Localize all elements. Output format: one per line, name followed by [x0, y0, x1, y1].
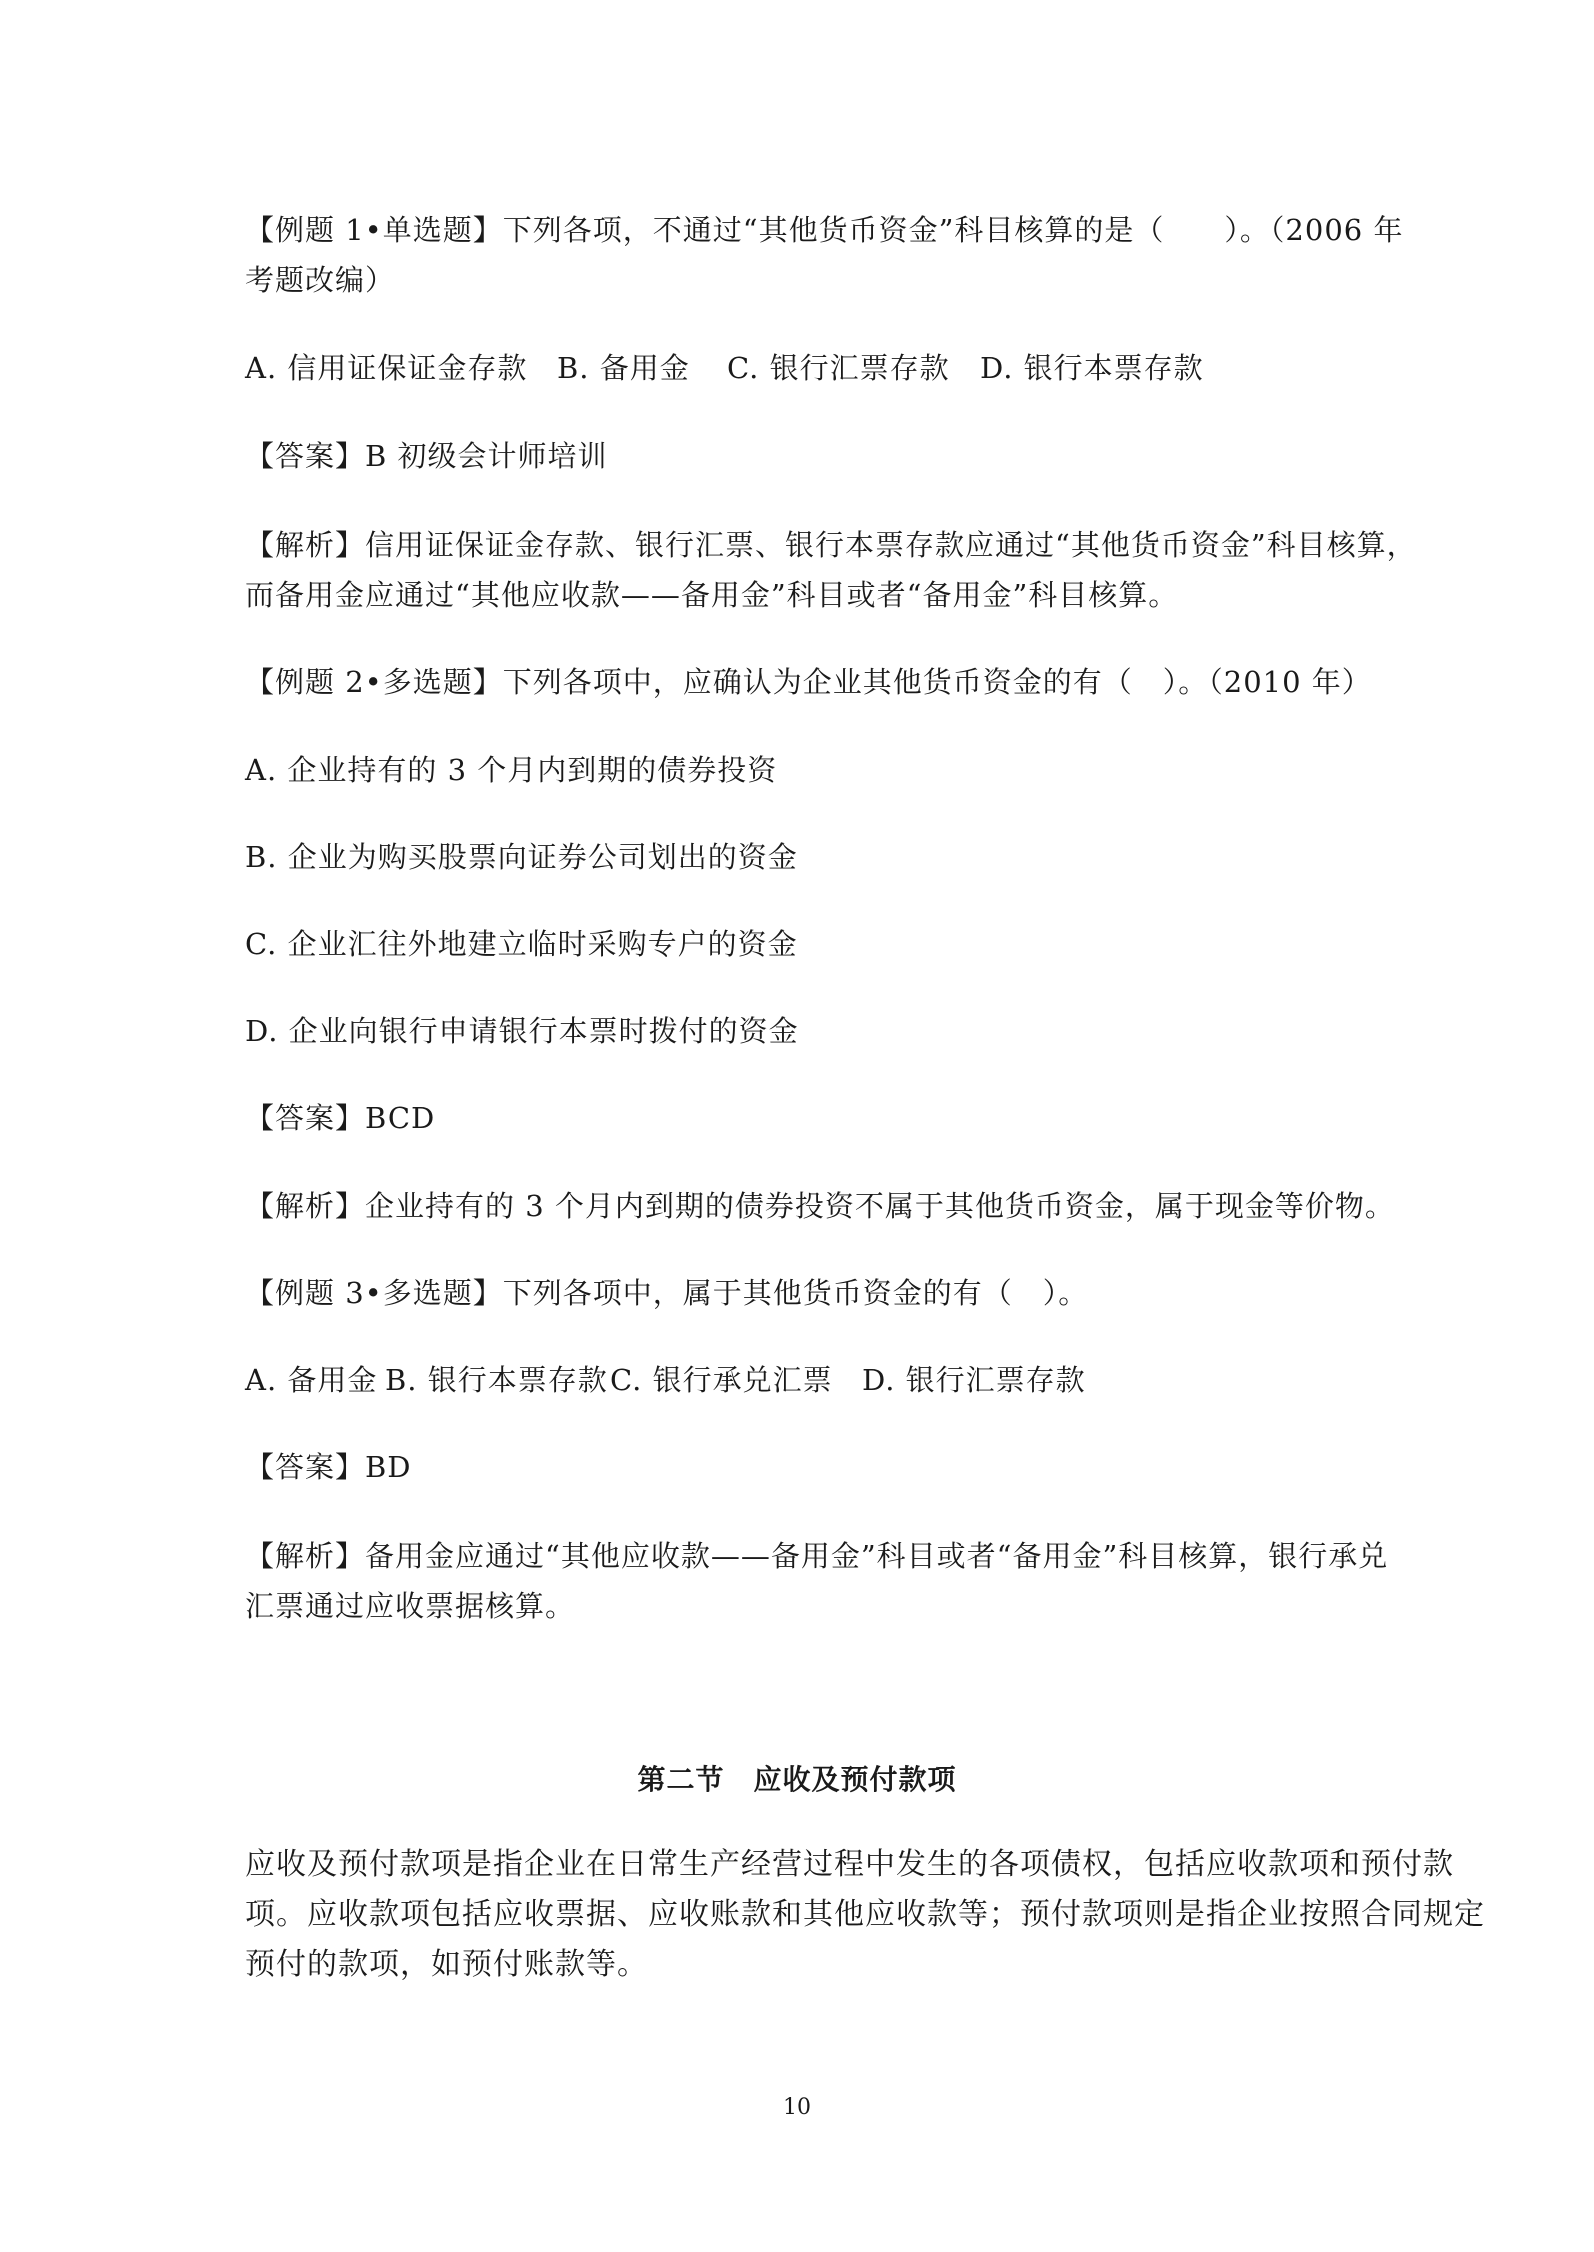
q3-stem: 【例题 3•多选题】下列各项中，属于其他货币资金的有（ ）。 — [245, 1276, 1089, 1310]
q1-option-d: D. 银行本票存款 — [980, 351, 1204, 385]
q2-option-d: D. 企业向银行申请银行本票时拨付的资金 — [245, 1014, 799, 1048]
q1-option-b: B. 备用金 — [557, 351, 690, 385]
q3-analysis-line-1: 【解析】备用金应通过“其他应收款——备用金”科目或者“备用金”科目核算，银行承兑 — [245, 1539, 1389, 1573]
q2-analysis: 【解析】企业持有的 3 个月内到期的债券投资不属于其他货币资金，属于现金等价物。 — [245, 1189, 1395, 1223]
q1-option-c: C. 银行汇票存款 — [727, 351, 950, 385]
q2-stem: 【例题 2•多选题】下列各项中，应确认为企业其他货币资金的有（ ）。（2010 年） — [245, 665, 1372, 699]
section-title: 第二节 应收及预付款项 — [637, 1763, 957, 1796]
q1-analysis-line-1: 【解析】信用证保证金存款、银行汇票、银行本票存款应通过“其他货币资金”科目核算， — [245, 528, 1417, 562]
q3-option-c: C. 银行承兑汇票 — [610, 1363, 833, 1397]
q1-stem — [245, 205, 1404, 305]
q3-options — [245, 1355, 1365, 1405]
page-number: 10 — [783, 2095, 811, 2120]
q1-stem-line-1: 【例题 1•单选题】下列各项，不通过“其他货币资金”科目核算的是（ ）。（2006 年 — [245, 213, 1404, 247]
q1-analysis — [245, 520, 1417, 620]
q2-option-a: A. 企业持有的 3 个月内到期的债券投资 — [245, 753, 778, 787]
section-paragraph-line-3: 预付的款项，如预付账款等。 — [245, 1947, 648, 1982]
q1-analysis-line-2: 而备用金应通过“其他应收款——备用金”科目或者“备用金”科目核算。 — [245, 578, 1179, 612]
q3-option-a: A. 备用金 — [245, 1363, 378, 1397]
q3-option-d: D. 银行汇票存款 — [862, 1363, 1086, 1397]
q3-analysis-line-2: 汇票通过应收票据核算。 — [245, 1589, 576, 1623]
q1-answer: 【答案】B 初级会计师培训 — [245, 439, 608, 473]
q2-answer: 【答案】BCD — [245, 1101, 436, 1135]
q1-options — [245, 343, 1365, 393]
q3-analysis — [245, 1531, 1389, 1631]
section-paragraph-line-1: 应收及预付款项是指企业在日常生产经营过程中发生的各项债权，包括应收款项和预付款 — [245, 1847, 1454, 1882]
q1-stem-line-2: 考题改编） — [245, 263, 396, 297]
section-paragraph — [245, 1840, 1485, 1990]
q3-answer: 【答案】BD — [245, 1450, 412, 1484]
q3-option-b: B. 银行本票存款 — [385, 1363, 608, 1397]
q1-option-a: A. 信用证保证金存款 — [245, 351, 528, 385]
q2-option-b: B. 企业为购买股票向证券公司划出的资金 — [245, 840, 798, 874]
q2-option-c: C. 企业汇往外地建立临时采购专户的资金 — [245, 927, 798, 961]
section-paragraph-line-2: 项。应收款项包括应收票据、应收账款和其他应收款等；预付款项则是指企业按照合同规定 — [245, 1897, 1485, 1932]
